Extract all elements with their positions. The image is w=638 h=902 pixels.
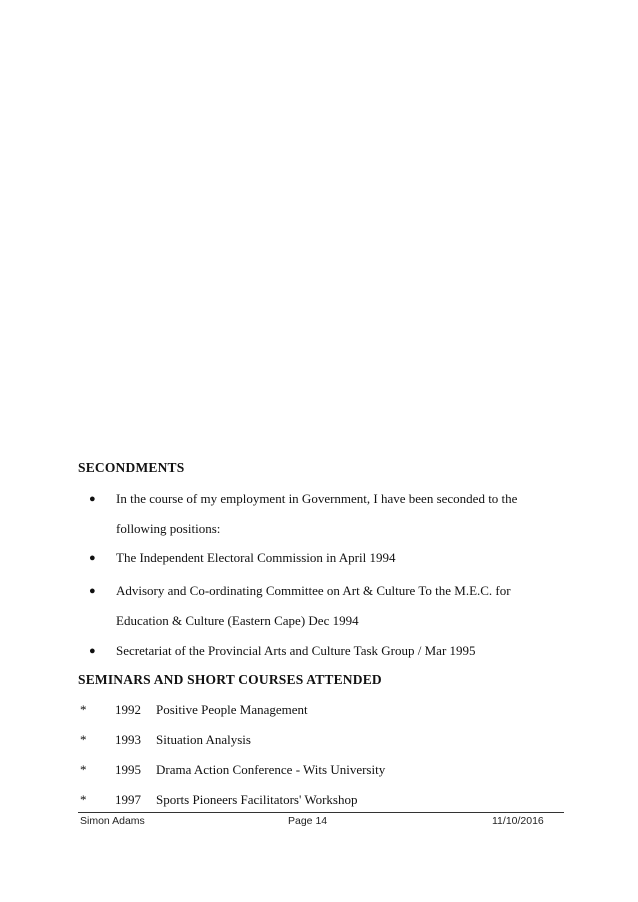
secondment-text: The Independent Electoral Commission in April 1994 (116, 550, 396, 565)
secondment-item (89, 484, 566, 544)
bullet-icon: ● (89, 645, 96, 657)
footer-author: Simon Adams (80, 815, 145, 827)
secondment-item (89, 636, 566, 666)
secondment-item (89, 576, 566, 636)
secondment-text: In the course of my employment in Government, I have been seconded to the following positions: (116, 491, 518, 536)
asterisk-marker: * (80, 702, 87, 717)
secondments-heading: SECONDMENTS (78, 460, 185, 475)
footer-divider (78, 812, 564, 813)
course-year: 1992 (115, 702, 141, 717)
course-title: Positive People Management (156, 702, 308, 717)
course-title: Drama Action Conference - Wits University (156, 762, 386, 777)
seminars-heading: SEMINARS AND SHORT COURSES ATTENDED (78, 672, 382, 687)
secondment-text: Secretariat of the Provincial Arts and Culture Task Group / Mar 1995 (116, 643, 476, 658)
bullet-icon: ● (89, 585, 96, 597)
footer-date: 11/10/2016 (492, 815, 544, 827)
secondment-item (89, 543, 566, 573)
bullet-icon: ● (89, 552, 96, 564)
course-title: Situation Analysis (156, 732, 251, 747)
course-year: 1997 (115, 792, 141, 807)
course-year: 1995 (115, 762, 141, 777)
bullet-icon: ● (89, 493, 96, 505)
asterisk-marker: * (80, 732, 87, 747)
footer-page-number: Page 14 (288, 815, 328, 827)
course-year: 1993 (115, 732, 141, 747)
secondment-text: Advisory and Co-ordinating Committee on Art & Culture To the M.E.C. for Education & Culture (Eastern Cape) Dec 1994 (116, 583, 511, 628)
course-title: Sports Pioneers Facilitators' Workshop (156, 792, 358, 807)
asterisk-marker: * (80, 762, 87, 777)
asterisk-marker: * (80, 792, 87, 807)
